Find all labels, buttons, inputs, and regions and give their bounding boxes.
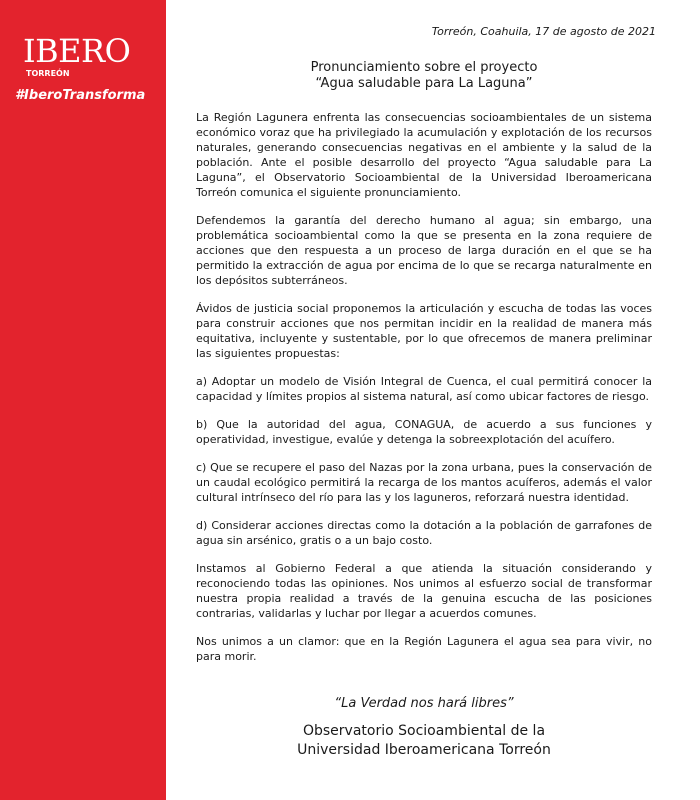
logo-sub-text: TORREÓN <box>26 69 70 78</box>
paragraph-social-justice: Ávidos de justicia social proponemos la articulación y escucha de todas las voces para construir acciones que nos permitan incidir en la realidad de manera más equitativa, incluyente y sustentable, por lo que ofrecemos de manera preliminar las siguientes propuestas: <box>196 302 652 360</box>
motto: “La Verdad nos hará libres” <box>334 696 514 711</box>
proposal-a: a) Adoptar un modelo de Visión Integral de Cuenca, el cual permitirá conocer la capacidad y límites propios al sistema natural, así como ubicar factores de riesgo. <box>196 375 652 403</box>
proposal-b: b) Que la autoridad del agua, CONAGUA, de acuerdo a sus funciones y operatividad, investigue, evalúe y detenga la sobreexplotación del acuífero. <box>196 418 652 446</box>
title-line-2: “Agua saludable para La Laguna” <box>315 76 533 91</box>
paragraph-clamor: Nos unimos a un clamor: que en la Región Lagunera el agua sea para vivir, no para morir. <box>196 635 652 663</box>
paragraph-federal-government: Instamos al Gobierno Federal a que atienda la situación considerando y reconociendo todas las opiniones. Nos unimos al esfuerzo social de transformar nuestra propia realidad a través de la genuina escucha de las posiciones contrarias, validarlas y luchar por llegar a acuerdos comunes. <box>196 562 652 620</box>
signature-line-1: Observatorio Socioambiental de la <box>302 723 546 739</box>
proposal-c: c) Que se recupere el paso del Nazas por la zona urbana, pues la conservación de un caudal ecológico permitirá la recarga de los mantos acuíferos, además el valor cultural intrínseco del río para las y los laguneros, reforzará nuestra identidad. <box>196 461 652 504</box>
date-line: Torreón, Coahuila, 17 de agosto de 2021 <box>431 25 656 38</box>
paragraph-intro: La Región Lagunera enfrenta las consecuencias socioambientales de un sistema económico voraz que ha privilegiado la acumulación y explotación de los recursos naturales, generando consecuencias negativas en el ambiente y la salud de la población. Ante el posible desarrollo del proyecto “Agua saludable para La Laguna”, el Observatorio Socioambiental de la Universidad Iberoamericana Torreón comunica el siguiente pronunciamiento. <box>196 111 652 199</box>
red-sidebar <box>0 0 166 800</box>
hashtag: #IberoTransforma <box>15 88 146 103</box>
document-title <box>196 60 652 92</box>
logo-main-text: IBERO <box>23 32 131 70</box>
signature <box>196 722 652 760</box>
title-line-1: Pronunciamiento sobre el proyecto <box>310 60 538 75</box>
body-text <box>196 110 652 677</box>
proposal-d: d) Considerar acciones directas como la dotación a la población de garrafones de agua sin arsénico, gratis o a un bajo costo. <box>196 519 652 547</box>
signature-line-2: Universidad Iberoamericana Torreón <box>297 742 551 758</box>
ibero-logo <box>23 34 130 79</box>
paragraph-right-to-water: Defendemos la garantía del derecho humano al agua; sin embargo, una problemática socioambiental como la que se presenta en la zona requiere de acciones que den respuesta a un proceso de larga duración en el que se ha permitido la extracción de agua por encima de lo que se recarga naturalmente en los depósitos subterráneos. <box>196 214 652 287</box>
